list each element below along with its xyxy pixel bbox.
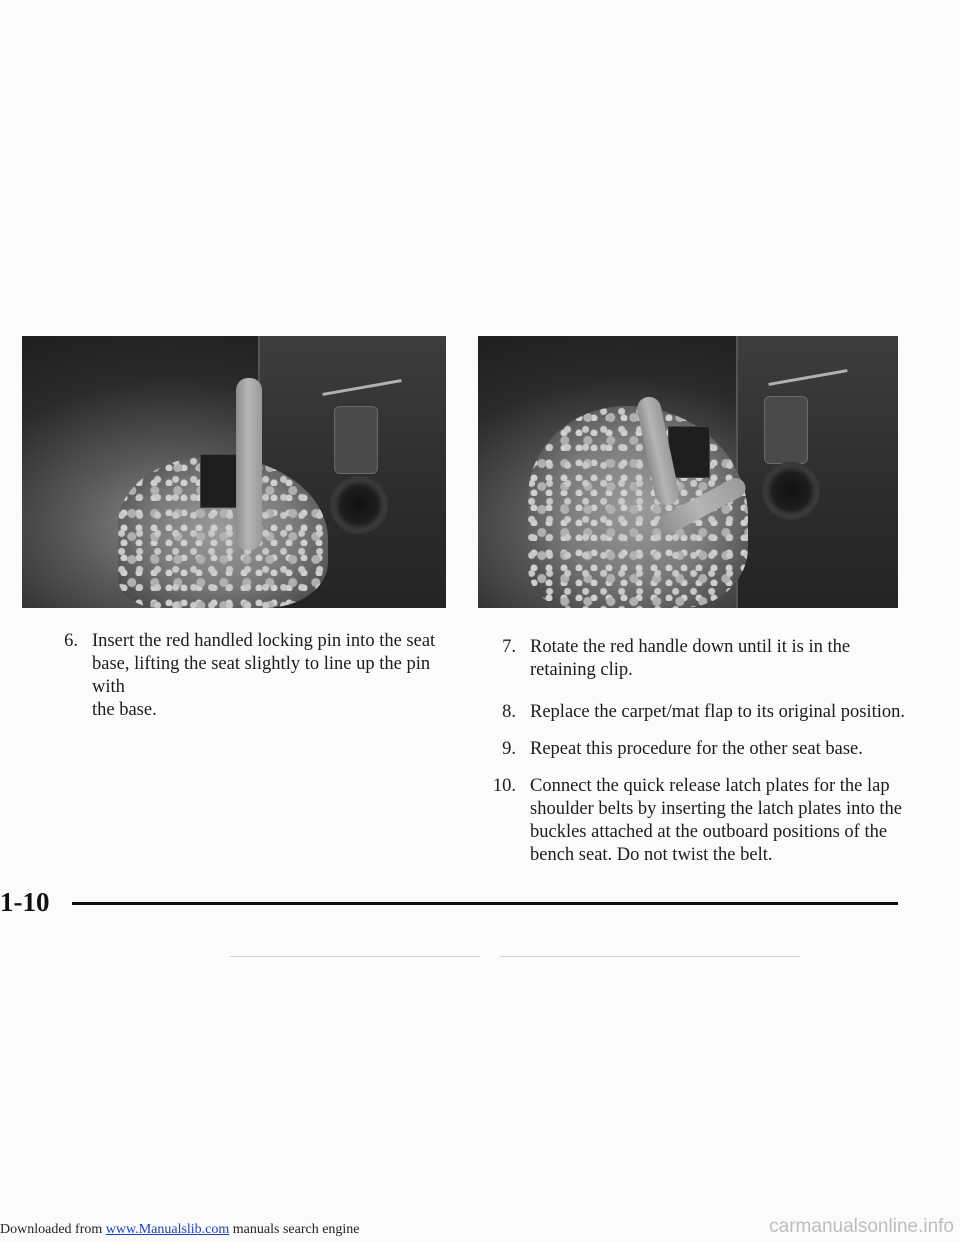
instruction-step-9 [486,738,916,763]
step-number: 9. [502,739,516,759]
step-text: Insert the red handled locking pin into the seat base, lifting the seat slightly to line up the pin with the base. [92,631,436,720]
step-text: Rotate the red handle down until it is in the retaining clip. [530,637,851,680]
instruction-step-6 [48,630,448,720]
faint-divider [230,956,480,957]
instruction-step-10 [486,775,916,870]
step-number: 7. [502,637,516,657]
locking-pin-storage-label-image [764,396,808,464]
locking-pin-insert-photo [22,336,446,608]
pin-socket-image [762,462,820,520]
download-notice: Downloaded from www.Manualslib.com manuals search engine [0,1222,360,1237]
page-number: 1-10 [0,883,58,921]
step-text: Connect the quick release latch plates for the lap shoulder belts by inserting the latch plates into the buckles attached at the outboard positions of the bench seat. Do not twist the belt. [530,776,902,865]
locking-pin-image [236,378,262,550]
locking-pin-rotated-photo [478,336,898,608]
locking-pin-storage-label-image [334,406,378,474]
step-number: 6. [64,631,78,651]
manualslib-link[interactable]: www.Manualslib.com [105,1222,230,1237]
footer-rule [72,902,898,905]
faint-divider [500,956,800,957]
step-number: 8. [502,702,516,722]
step-text: Repeat this procedure for the other seat base. [530,739,863,759]
step-text: Replace the carpet/mat flap to its original position. [530,702,906,722]
site-watermark: carmanualsonline.info [769,1216,954,1237]
pin-socket-image [330,476,388,534]
instruction-step-7 [486,636,906,686]
step-number: 10. [492,776,516,796]
instruction-step-8 [486,701,916,726]
